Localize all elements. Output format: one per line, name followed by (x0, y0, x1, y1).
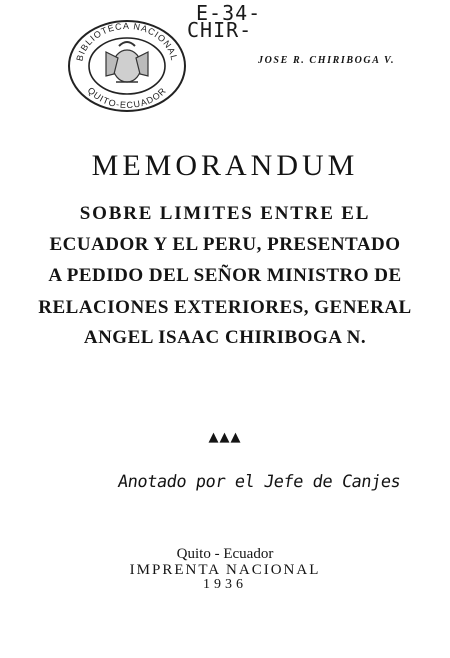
imprint-city: Quito - Ecuador (176, 546, 274, 562)
imprint-year: 1936 (203, 577, 247, 592)
library-stamp (66, 16, 188, 112)
subtitle-line: SOBRE LIMITES ENTRE EL (79, 203, 371, 224)
coat-of-arms-icon (106, 42, 148, 82)
annotation-stamp: Anotado por el Jefe de Canjes (116, 472, 402, 492)
author-name: JOSE R. CHIRIBOGA V. (258, 55, 396, 66)
shelfmark-line-1: E-34- (196, 1, 262, 25)
subtitle-line: ANGEL ISAAC CHIRIBOGA N. (83, 327, 367, 348)
subtitle-line: RELACIONES EXTERIORES, GENERAL (38, 297, 412, 318)
subtitle-line: ECUADOR Y EL PERU, PRESENTADO (49, 234, 401, 255)
document-title: MEMORANDUM (91, 149, 359, 182)
ornament-triangles-icon: ▲▲▲ (208, 430, 242, 445)
shelfmark-line-2: CHIR- (187, 18, 253, 42)
imprint-press: IMPRENTA NACIONAL (129, 562, 321, 578)
subtitle-line: A PEDIDO DEL SEÑOR MINISTRO DE (48, 265, 402, 286)
stamp-top-text: BIBLIOTECA NACIONAL (74, 20, 180, 63)
stamp-bottom-text: QUITO-ECUADOR (85, 85, 169, 111)
